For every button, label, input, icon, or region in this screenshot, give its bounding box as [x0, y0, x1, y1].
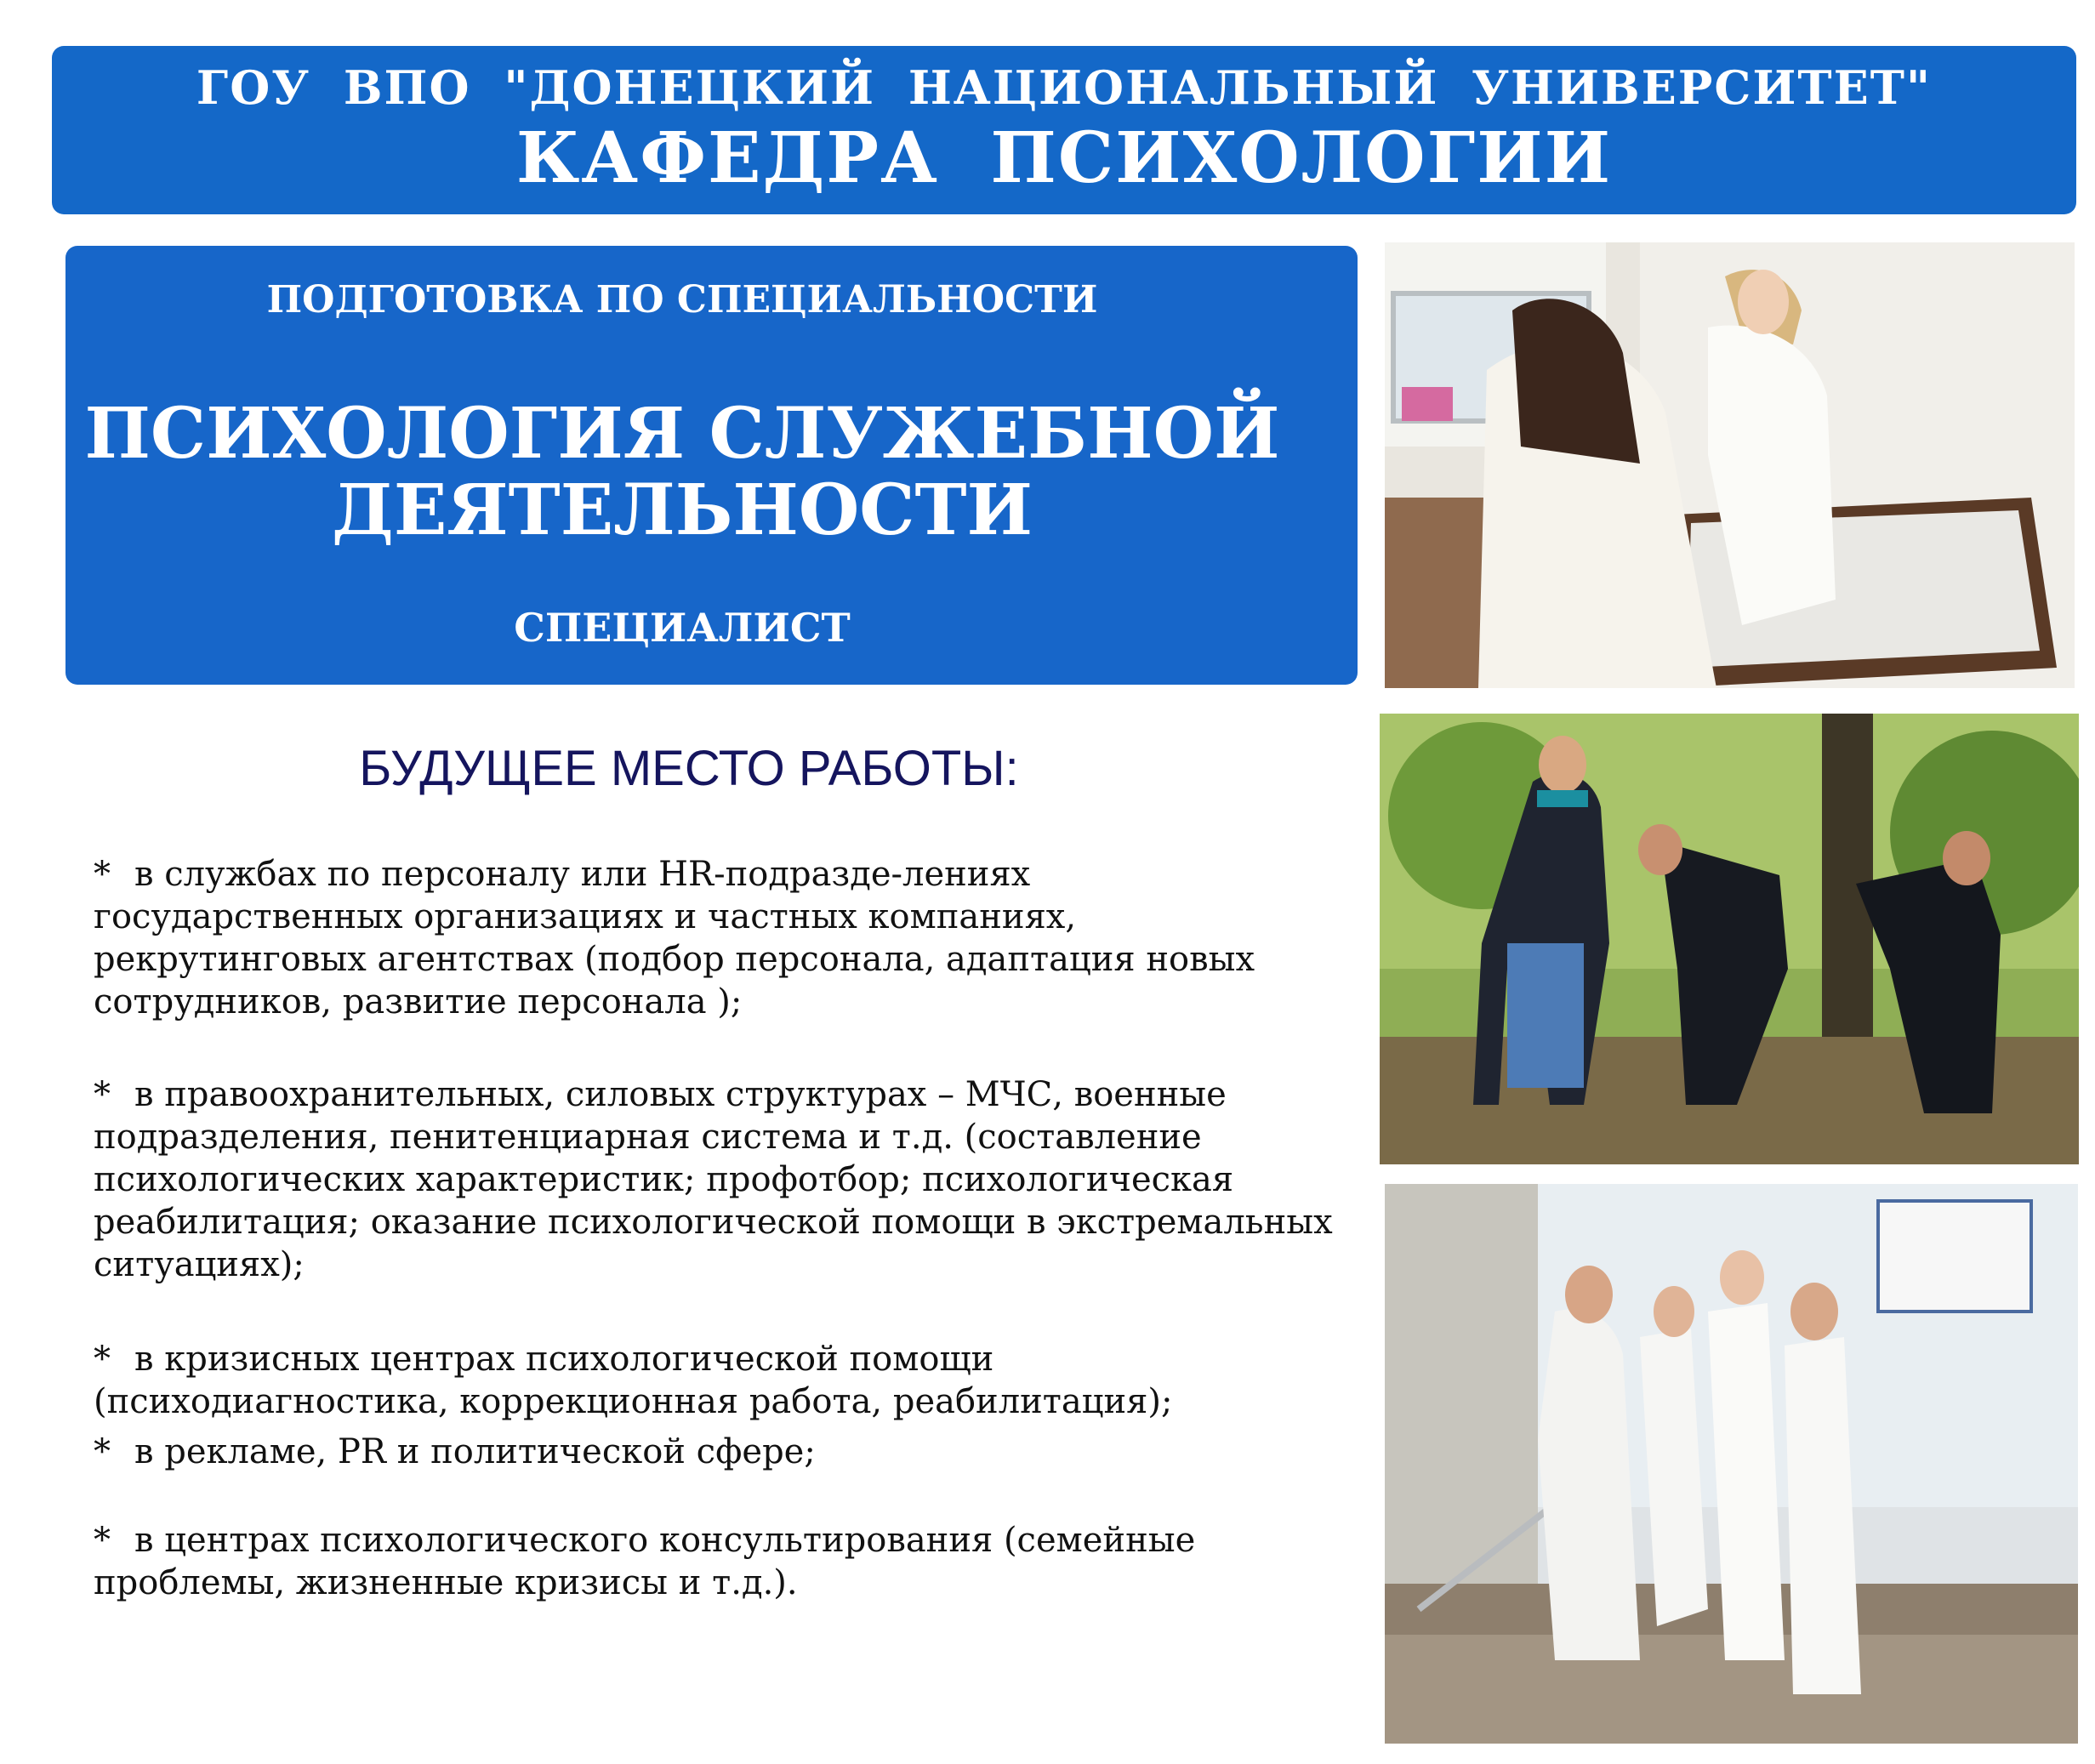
list-item — [94, 1338, 1335, 1423]
department-name: КАФЕДРА ПСИХОЛОГИИ — [515, 117, 1613, 199]
preparation-label: ПОДГОТОВКА ПО СПЕЦИАЛЬНОСТИ — [266, 278, 1098, 322]
list-item — [94, 1519, 1335, 1604]
specialty-title — [65, 395, 1299, 549]
list-item — [94, 853, 1335, 1023]
bullet-star: * — [94, 1432, 111, 1471]
specialty-title-line1: ПСИХОЛОГИЯ СЛУЖЕБНОЙ — [84, 393, 1280, 475]
photo-group-entrance — [1385, 1184, 2078, 1744]
bullet-star: * — [94, 1075, 111, 1114]
list-item — [94, 1073, 1335, 1286]
list-item-text: в центрах психологического консультирования (семейные проблемы, жизненные кризисы и т.д.). — [94, 1521, 1196, 1602]
list-item-text: в правоохранительных, силовых структурах – МЧС, военные подразделения, пенитенциарная система и т.д. (составление психологических характеристик; профотбор; психологическая реабилитация; оказание психологической помощи в экстремальных ситуациях); — [94, 1075, 1333, 1284]
future-work-heading: БУДУЩЕЕ МЕСТО РАБОТЫ: — [359, 741, 1019, 796]
list-item-text: в рекламе, PR и политической сфере; — [134, 1432, 816, 1471]
list-item — [94, 1431, 1335, 1473]
list-item-text: в кризисных центрах психологической помощи (психодиагностика, коррекционная работа, реабилитация); — [94, 1340, 1173, 1421]
bullet-star: * — [94, 1521, 111, 1560]
photo-outdoor-training — [1380, 714, 2079, 1164]
university-name: ГОУ ВПО "ДОНЕЦКИЙ НАЦИОНАЛЬНЫЙ УНИВЕРСИТЕТ" — [196, 60, 1933, 115]
header-banner — [52, 46, 2076, 214]
photo-sand-therapy — [1385, 242, 2075, 688]
specialty-title-line2: ДЕЯТЕЛЬНОСТИ — [331, 469, 1033, 551]
bullet-star: * — [94, 1340, 111, 1379]
bullet-star: * — [94, 855, 111, 894]
list-item-text: в службах по персоналу или HR-подразде-лениях государственных организациях и частных компаниях, рекрутинговых агентствах (подбор персонала, адаптация новых сотрудников, развитие персонала ); — [94, 855, 1255, 1021]
qualification-level: СПЕЦИАЛИСТ — [514, 605, 851, 651]
specialty-panel — [65, 246, 1358, 685]
